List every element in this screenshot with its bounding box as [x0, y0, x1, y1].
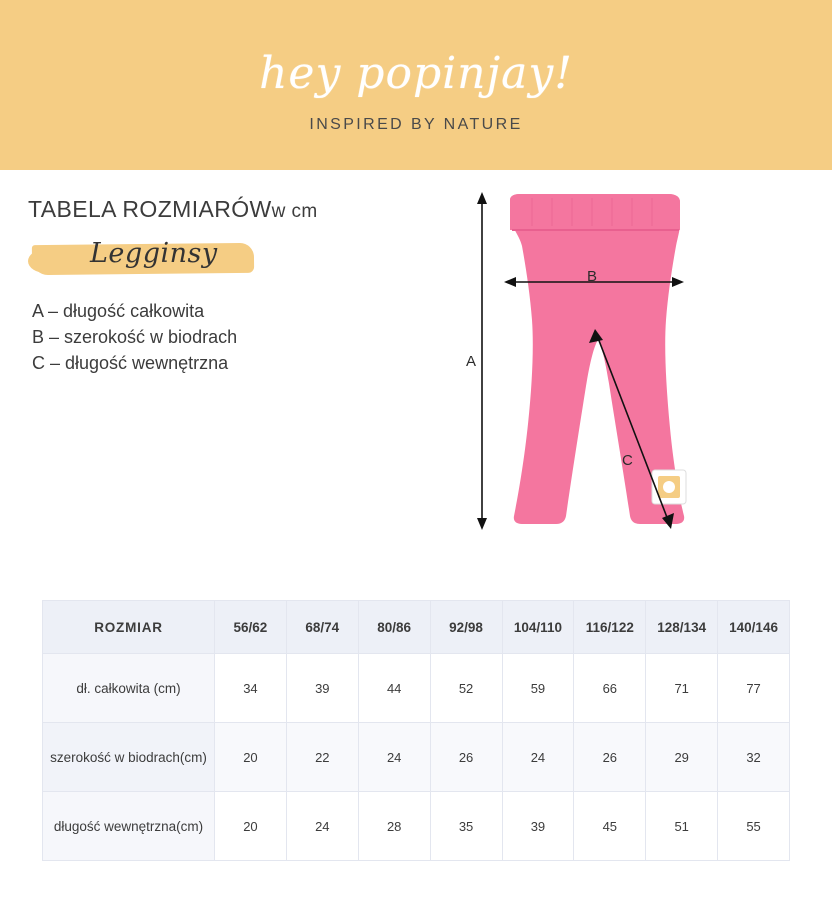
column-header-4: 92/98 [430, 601, 502, 654]
cell-0-5: 66 [574, 654, 646, 723]
cell-2-5: 45 [574, 792, 646, 861]
cell-1-1: 22 [286, 723, 358, 792]
cell-0-1: 39 [286, 654, 358, 723]
cell-1-2: 24 [358, 723, 430, 792]
column-header-1: 56/62 [215, 601, 287, 654]
cell-1-6: 29 [646, 723, 718, 792]
row-label-0: dł. całkowita (cm) [43, 654, 215, 723]
brand-tagline: INSPIRED BY NATURE [309, 116, 523, 133]
cell-2-7: 55 [718, 792, 790, 861]
cell-2-4: 39 [502, 792, 574, 861]
dimension-line-a [477, 192, 487, 530]
size-table [42, 600, 790, 861]
column-header-7: 128/134 [646, 601, 718, 654]
cell-2-0: 20 [215, 792, 287, 861]
row-label-2: długość wewnętrzna(cm) [43, 792, 215, 861]
cell-1-0: 20 [215, 723, 287, 792]
cell-0-4: 59 [502, 654, 574, 723]
dimension-label-b: B [587, 268, 598, 285]
product-name-label: Legginsy [90, 238, 218, 269]
cell-2-1: 24 [286, 792, 358, 861]
waistband [510, 194, 680, 230]
cell-0-2: 44 [358, 654, 430, 723]
size-chart-content [0, 170, 832, 600]
table-row [43, 723, 790, 792]
column-header-5: 104/110 [502, 601, 574, 654]
cell-2-3: 35 [430, 792, 502, 861]
legend-item-b: B – szerokość w biodrach [32, 327, 238, 347]
page-title [28, 196, 318, 223]
legend-item-a: A – długość całkowita [32, 301, 205, 321]
measurement-legend [32, 298, 237, 376]
cell-1-4: 24 [502, 723, 574, 792]
dimension-label-c: C [622, 452, 633, 469]
leggings-diagram [440, 190, 800, 550]
page-title-main: TABELA ROZMIARÓW [28, 196, 272, 222]
cell-2-2: 28 [358, 792, 430, 861]
brand-logo-text: hey popinjay! [259, 48, 573, 99]
cell-0-3: 52 [430, 654, 502, 723]
table-row [43, 654, 790, 723]
page-title-suffix: w cm [271, 201, 318, 222]
row-label-1: szerokość w biodrach(cm) [43, 723, 215, 792]
cell-1-7: 32 [718, 723, 790, 792]
cell-1-5: 26 [574, 723, 646, 792]
table-row [43, 792, 790, 861]
cell-2-6: 51 [646, 792, 718, 861]
column-header-8: 140/146 [718, 601, 790, 654]
column-header-3: 80/86 [358, 601, 430, 654]
cell-1-3: 26 [430, 723, 502, 792]
site-header-banner [0, 0, 832, 170]
size-table-container [42, 600, 790, 861]
dimension-label-a: A [466, 353, 477, 370]
column-header-2: 68/74 [286, 601, 358, 654]
size-table-body [43, 654, 790, 861]
table-header-row [43, 601, 790, 654]
product-name-highlight [32, 232, 257, 284]
leggings-illustration-svg [440, 190, 800, 550]
column-header-0: ROZMIAR [43, 601, 215, 654]
column-header-6: 116/122 [574, 601, 646, 654]
cell-0-6: 71 [646, 654, 718, 723]
size-table-head [43, 601, 790, 654]
legend-item-c: C – długość wewnętrzna [32, 353, 229, 373]
brand-tag [652, 470, 686, 504]
cell-0-0: 34 [215, 654, 287, 723]
cell-0-7: 77 [718, 654, 790, 723]
